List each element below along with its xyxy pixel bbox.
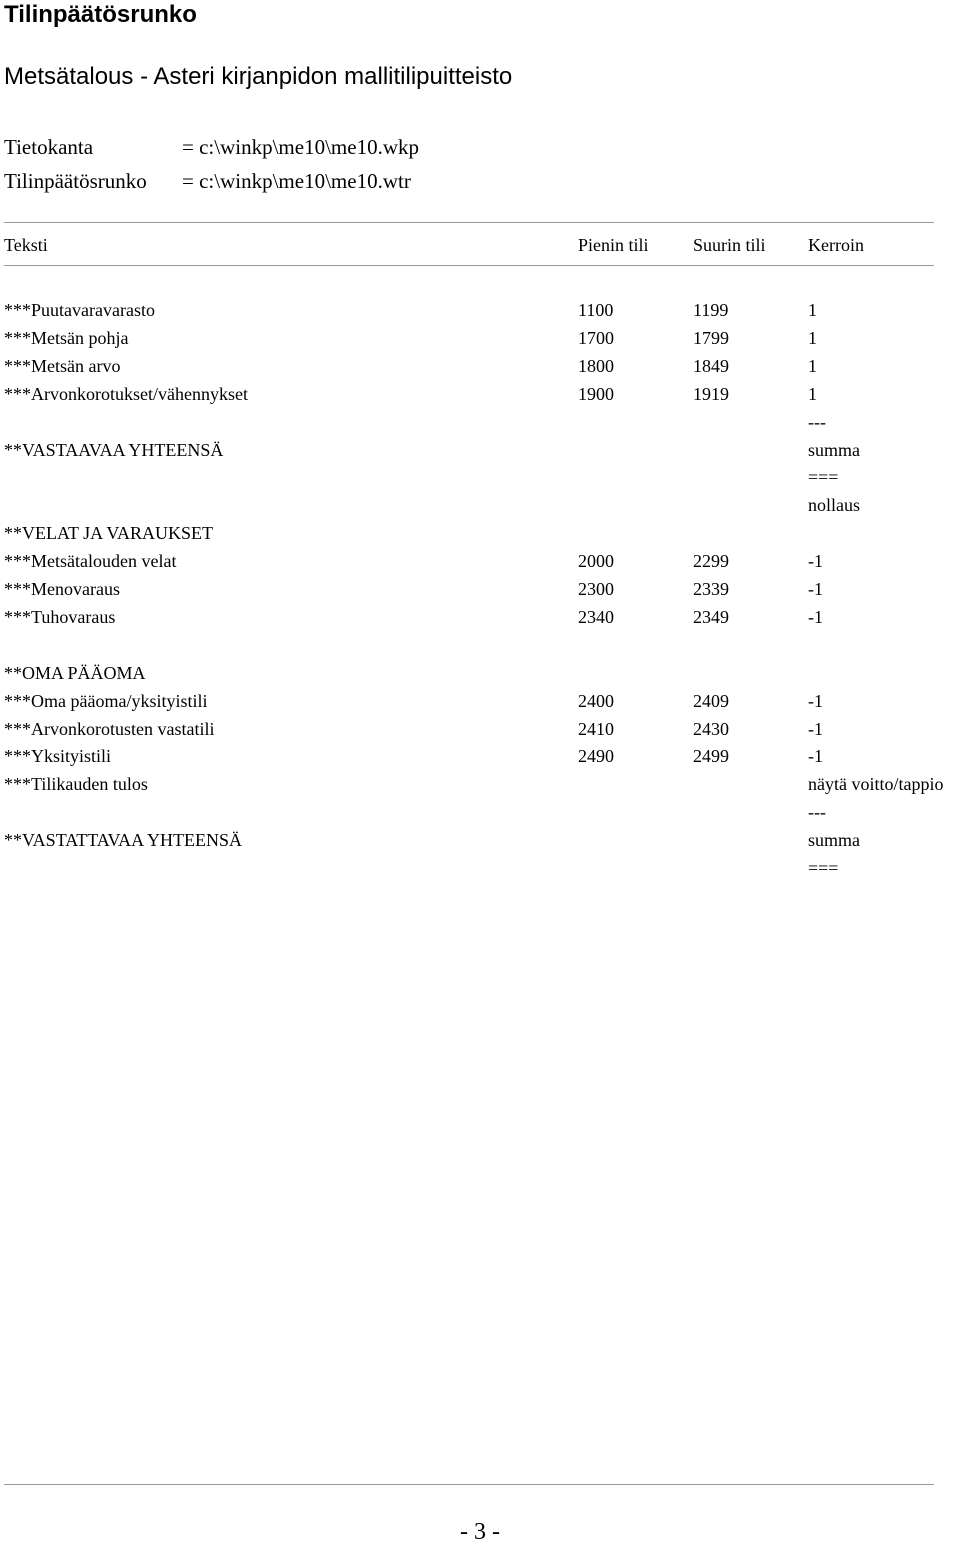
document-subtitle: Metsätalous - Asteri kirjanpidon mallitilipuitteisto (4, 63, 513, 90)
row-max-account: 2409 (693, 691, 729, 711)
row-text: ***Metsän pohja (4, 328, 129, 348)
row-coefficient: --- (808, 802, 826, 822)
row-min-account: 2340 (578, 607, 614, 627)
header-text: Teksti (4, 235, 48, 255)
row-text: ***Yksityistili (4, 746, 112, 766)
row-min-account: 2410 (578, 719, 614, 739)
row-coefficient: summa (808, 440, 860, 460)
row-text: **VASTATTAVAA YHTEENSÄ (4, 830, 242, 850)
row-coefficient: -1 (808, 607, 823, 627)
row-coefficient: -1 (808, 719, 823, 739)
row-max-account: 1919 (693, 384, 729, 404)
row-text: ***Metsän arvo (4, 356, 121, 376)
row-max-account: 2430 (693, 719, 729, 739)
database-path: = c:\winkp\me10\me10.wkp (182, 135, 419, 159)
row-max-account: 2499 (693, 746, 729, 766)
row-coefficient: --- (808, 412, 826, 432)
row-text: ***Menovaraus (4, 579, 120, 599)
header-max-account: Suurin tili (693, 235, 766, 255)
row-coefficient: 1 (808, 384, 817, 404)
row-coefficient: summa (808, 830, 860, 850)
database-label: Tietokanta (4, 135, 94, 159)
row-text: ***Oma pääoma/yksityistili (4, 691, 208, 711)
row-coefficient: nollaus (808, 495, 860, 515)
row-min-account: 1100 (578, 300, 614, 320)
row-coefficient: -1 (808, 551, 823, 571)
row-coefficient: -1 (808, 691, 823, 711)
row-coefficient: näytä voitto/tappio (808, 774, 944, 794)
row-coefficient: -1 (808, 579, 823, 599)
row-coefficient: === (808, 858, 839, 878)
row-max-account: 1199 (693, 300, 729, 320)
row-text: ***Arvonkorotukset/vähennykset (4, 384, 248, 404)
row-min-account: 2400 (578, 691, 614, 711)
row-text: **VASTAAVAA YHTEENSÄ (4, 440, 224, 460)
row-text: ***Arvonkorotusten vastatili (4, 719, 215, 739)
row-max-account: 2339 (693, 579, 729, 599)
header-coefficient: Kerroin (808, 235, 864, 255)
header-min-account: Pienin tili (578, 235, 649, 255)
row-min-account: 2490 (578, 746, 614, 766)
row-text: ***Tuhovaraus (4, 607, 116, 627)
row-coefficient: -1 (808, 746, 823, 766)
row-min-account: 2000 (578, 551, 614, 571)
page-number: - 3 - (460, 1519, 500, 1545)
row-text: ***Metsätalouden velat (4, 551, 177, 571)
template-path: = c:\winkp\me10\me10.wtr (182, 169, 411, 193)
row-max-account: 1799 (693, 328, 729, 348)
header-bottom-rule (4, 265, 934, 266)
row-text: ***Puutavaravarasto (4, 300, 155, 320)
row-text: **VELAT JA VARAUKSET (4, 523, 214, 543)
row-min-account: 1700 (578, 328, 614, 348)
row-min-account: 1800 (578, 356, 614, 376)
row-max-account: 2299 (693, 551, 729, 571)
row-min-account: 2300 (578, 579, 614, 599)
document-title: Tilinpäätösrunko (4, 1, 197, 28)
template-label: Tilinpäätösrunko (4, 169, 147, 193)
row-max-account: 1849 (693, 356, 729, 376)
row-coefficient: 1 (808, 328, 817, 348)
row-coefficient: 1 (808, 356, 817, 376)
row-text: **OMA PÄÄOMA (4, 663, 146, 683)
footer-rule (4, 1484, 934, 1485)
row-coefficient: 1 (808, 300, 817, 320)
row-coefficient: === (808, 467, 839, 487)
row-max-account: 2349 (693, 607, 729, 627)
row-text: ***Tilikauden tulos (4, 774, 148, 794)
row-min-account: 1900 (578, 384, 614, 404)
header-top-rule (4, 222, 934, 223)
